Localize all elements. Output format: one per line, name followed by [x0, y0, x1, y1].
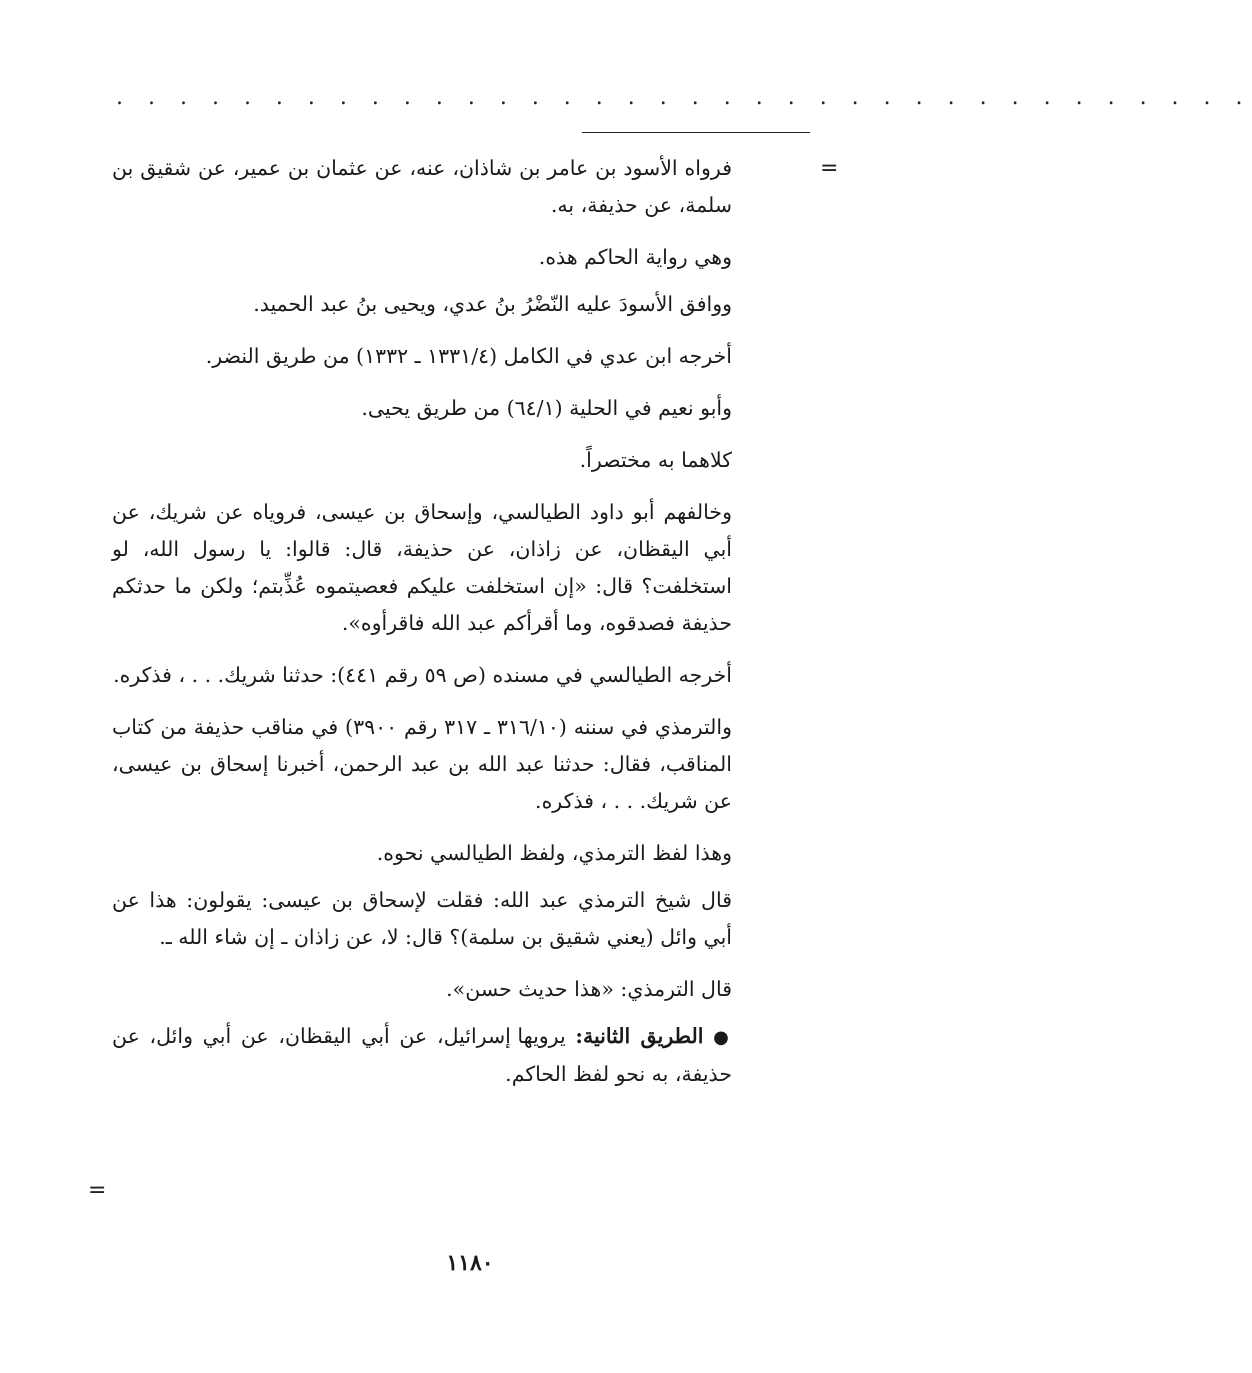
- paragraph-13: [112, 1018, 732, 1093]
- paragraph-11: قال شيخ الترمذي عبد الله: فقلت لإسحاق بن عيسى: يقولون: هذا عن أبي وائل (يعني شقيق بن سلمة)؟ قال: لا، عن زاذان ـ إن شاء الله ـ.: [112, 888, 732, 949]
- section-text: يرويها إسرائيل، عن أبي اليقظان، عن أبي وائل، عن حذيفة، به نحو لفظ الحاكم.: [112, 1024, 732, 1086]
- paragraph-4: أخرجه ابن عدي في الكامل (١٣٣١/٤ ـ ١٣٣٢) من طريق النضر.: [205, 344, 732, 368]
- paragraph-7: وخالفهم أبو داود الطيالسي، وإسحاق بن عيسى، فروياه عن شريك، عن أبي اليقظان، عن زاذان، عن حذيفة، قال: قالوا: يا رسول الله، لو استخلفت؟ قال: «إن استخلفت عليكم فعصيتموه عُذِّبتم؛ ولكن ما حدثكم حذيفة فصدقوه، وما أقرأكم عبد الله فاقرأوه».: [112, 500, 732, 635]
- footnote-separator-rule: [582, 132, 810, 133]
- page-number: ١١٨٠: [446, 1250, 494, 1276]
- continuation-marker-top: =: [820, 156, 839, 181]
- bullet-icon: ●: [713, 1027, 732, 1048]
- paragraph-6: كلاهما به مختصراً.: [579, 448, 732, 472]
- footnote-text-block: [112, 150, 732, 1108]
- paragraph-10: وهذا لفظ الترمذي، ولفظ الطيالسي نحوه.: [376, 841, 732, 865]
- paragraph-5: وأبو نعيم في الحلية (٦٤/١) من طريق يحيى.: [361, 396, 732, 420]
- paragraph-8: أخرجه الطيالسي في مسنده (ص ٥٩ رقم ٤٤١): حدثنا شريك. . . ، فذكره.: [113, 663, 732, 687]
- paragraph-9: والترمذي في سننه (٣١٦/١٠ ـ ٣١٧ رقم ٣٩٠٠) في مناقب حذيفة من كتاب المناقب، فقال: حدثنا عبد الله بن عبد الرحمن، أخبرنا إسحاق بن عيسى، عن شريك. . . ، فذكره.: [112, 715, 732, 813]
- paragraph-2: وهي رواية الحاكم هذه.: [538, 245, 732, 269]
- continuation-marker-bottom: =: [88, 1178, 107, 1203]
- paragraph-1: فرواه الأسود بن عامر بن شاذان، عنه، عن عثمان بن عمير، عن شقيق بن سلمة، عن حذيفة، به.: [112, 156, 732, 217]
- header-dotted-line: . . . . . . . . . . . . . . . . . . . . . . . . . . . . . . . . . . . .: [116, 85, 1252, 110]
- paragraph-3: ووافق الأسودَ عليه النّضْرُ بنُ عدي، ويحيى بنُ عبد الحميد.: [253, 292, 732, 316]
- section-lead: الطريق الثانية:: [575, 1024, 704, 1048]
- paragraph-12: قال الترمذي: «هذا حديث حسن».: [446, 977, 732, 1001]
